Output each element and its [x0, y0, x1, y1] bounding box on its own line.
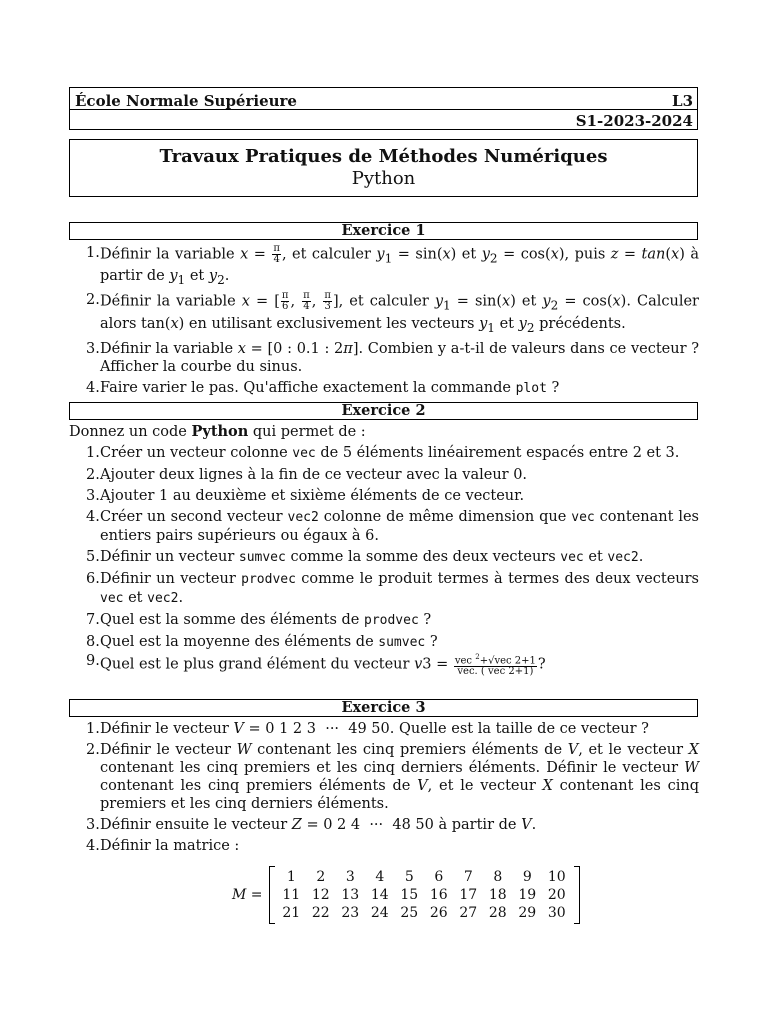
matrix-label: M =: [232, 887, 263, 903]
semester-year: S1-2023-2024: [575, 112, 693, 130]
list-item: 2. Ajouter deux lignes à la fin de ce vecteur avec la valeur 0.: [86, 467, 528, 483]
matrix-cell: 26: [429, 905, 448, 921]
matrix-cell: 30: [547, 905, 566, 921]
matrix-cell: 2: [316, 869, 326, 885]
matrix-table: [277, 868, 572, 922]
list-item: 1. Définir le vecteur V = 0 1 2 3 ··· 49 50. Quelle est la taille de ce vecteur ?: [86, 721, 649, 737]
left-bracket: [269, 866, 275, 924]
list-item: 1. Créer un vecteur colonne vec de 5 éléments linéairement espacés entre 2 et 3.: [86, 445, 680, 461]
list-item: 8. Quel est la moyenne des éléments de sumvec ?: [86, 634, 438, 650]
exercise-3-heading: Exercice 3: [69, 699, 698, 717]
list-item: 9. Quel est le plus grand élément du vecteur v3 = $\frac{vec ^2+√vec 2+1}{\text{vec. ( vec 2+1)}}$ ?: [86, 653, 546, 678]
matrix-cell: 3: [345, 869, 355, 885]
matrix-cell: 13: [341, 887, 360, 903]
matrix-cell: 5: [404, 869, 414, 885]
right-bracket: [574, 866, 580, 924]
list-item: 5. Définir un vecteur sumvec comme la somme des deux vecteurs vec et vec2.: [86, 549, 644, 565]
matrix-cell: 11: [282, 887, 301, 903]
list-item: 7. Quel est la somme des éléments de prodvec ?: [86, 612, 432, 628]
list-item: 3. Ajouter 1 au deuxième et sixième éléments de ce vecteur.: [86, 488, 525, 504]
matrix-cell: 24: [370, 905, 389, 921]
matrix-row: [277, 886, 572, 904]
matrix-cell: 23: [341, 905, 360, 921]
matrix-cell: 20: [547, 887, 566, 903]
matrix-cell: 4: [375, 869, 385, 885]
list-item: 3. Définir ensuite le vecteur Z = 0 2 4 ··· 48 50 à partir de V.: [86, 817, 537, 833]
exercise-1-heading: Exercice 1: [69, 222, 698, 240]
page-title: Travaux Pratiques de Méthodes Numériques: [159, 146, 608, 167]
matrix-cell: 25: [400, 905, 419, 921]
matrix-cell: 28: [488, 905, 507, 921]
list-item: 4. Définir la matrice :: [86, 838, 240, 854]
matrix-cell: 1: [286, 869, 296, 885]
matrix-cell: 27: [459, 905, 478, 921]
header-box: [69, 87, 698, 130]
school-name: École Normale Supérieure: [75, 92, 297, 110]
matrix-cell: 17: [459, 887, 478, 903]
matrix-cell: 6: [434, 869, 444, 885]
matrix-row: [277, 904, 572, 922]
matrix-cell: 12: [311, 887, 330, 903]
list-item: 6. Définir un vecteur prodvec comme le produit termes à termes des deux vecteurs vec et vec2.: [86, 571, 699, 606]
matrix-cell: 15: [400, 887, 419, 903]
header-divider: [70, 109, 697, 110]
exercise-2-intro: Donnez un code Python qui permet de :: [69, 423, 366, 440]
matrix-cell: 14: [370, 887, 389, 903]
title-box: [69, 139, 698, 197]
exercise-2-list: [69, 423, 699, 680]
list-item: 2. Définir la variable x = [ $\frac{\pi}{6}$ , $\frac{\pi}{4}$ , $\frac{\pi}{3}$ ], et calculer $y_1 = \sin(x)$ et $y_2 = \cos(x)$. Calculer alors tan(x) en utilisant exclusivement les vecteurs $y_1$ et $y_2$ précédents.: [86, 290, 699, 335]
matrix-cell: 9: [522, 869, 532, 885]
matrix-m: [232, 866, 580, 924]
matrix-cell: 21: [282, 905, 301, 921]
matrix-cell: 8: [493, 869, 503, 885]
matrix-cell: 7: [463, 869, 473, 885]
exercise-3-list: [69, 720, 699, 858]
matrix-cell: 16: [429, 887, 448, 903]
list-item: 4. Faire varier le pas. Qu'affiche exactement la commande plot ?: [86, 379, 560, 396]
page-subtitle: Python: [351, 168, 416, 189]
list-item: 1. Définir la variable x = $\frac{\pi}{4}$ , et calculer $y_1 = \sin(x)$ et $y_2 = \cos(x)$, puis z = tan(x) à partir de $y_1$ et $y_2$.: [86, 243, 699, 288]
list-item: 2. Définir le vecteur W contenant les cinq premiers éléments de V, et le vecteur X contenant les cinq premiers et les cinq derniers éléments. Définir le vecteur W contenant les cinq premiers éléments de V, et le vecteur X contenant les cinq premiers et les cinq derniers éléments.: [86, 742, 699, 812]
exercise-2-heading: Exercice 2: [69, 402, 698, 420]
matrix-row: [277, 868, 572, 886]
matrix-cell: 22: [311, 905, 330, 921]
list-item: 3. Définir la variable x = [0 : 0.1 : 2π]. Combien y a-t-il de valeurs dans ce vecteur ? Afficher la courbe du sinus.: [86, 340, 699, 375]
list-item: 4. Créer un second vecteur vec2 colonne de même dimension que vec contenant les entiers pairs supérieurs ou égaux à 6.: [86, 509, 700, 544]
matrix-cell: 29: [518, 905, 537, 921]
matrix-cell: 18: [488, 887, 507, 903]
matrix-cell: 10: [547, 869, 566, 885]
exercise-1-list: [69, 244, 699, 401]
course-level: L3: [672, 92, 693, 110]
matrix-cell: 19: [518, 887, 537, 903]
